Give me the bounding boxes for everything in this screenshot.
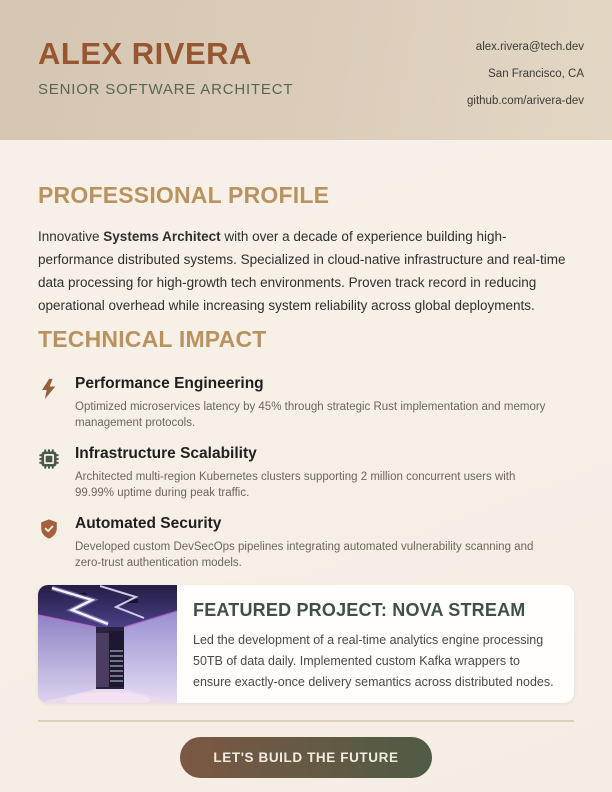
footer-divider — [38, 720, 574, 722]
impact-item-title: Performance Engineering — [75, 375, 264, 392]
impact-text-block — [75, 445, 547, 501]
impact-item-infrastructure — [38, 445, 574, 501]
impact-text-block — [75, 375, 547, 431]
contact-email: alex.rivera@tech.dev — [475, 41, 584, 53]
person-role: SENIOR SOFTWARE ARCHITECT — [38, 80, 294, 98]
impact-item-description: Architected multi-region Kubernetes clusters supporting 2 million concurrent users with 99.99% uptime during peak traffic. — [75, 471, 516, 499]
identity-block — [38, 36, 293, 98]
impact-item-description: Developed custom DevSecOps pipelines integrating automated vulnerability scanning and zero-trust authentication models. — [75, 541, 534, 569]
contact-location: San Francisco, CA — [488, 68, 584, 80]
impact-item-title: Infrastructure Scalability — [75, 445, 257, 462]
project-info — [177, 585, 573, 703]
section-heading-professional-profile: PROFESSIONAL PROFILE — [38, 182, 330, 208]
purple-corridor-image — [38, 585, 177, 703]
person-name: ALEX RIVERA — [38, 36, 252, 71]
shield-check-icon — [38, 518, 60, 540]
profile-paragraph — [38, 225, 574, 317]
project-description: Led the development of a real-time analytics engine processing 50TB of data daily. Implemented custom Kafka wrappers to ensure exactly-once delivery semantics across distributed nodes. — [193, 633, 554, 689]
main-content — [0, 182, 612, 778]
contact-block — [467, 34, 584, 115]
impact-text-block — [75, 515, 547, 571]
impact-item-security — [38, 515, 574, 571]
cpu-chip-icon — [38, 448, 60, 470]
profile-text-prefix: Innovative — [38, 229, 104, 244]
profile-text-suffix: with over a decade of experience building high-performance distributed systems. Specialized in cloud-native infrastructure and real-time data processing for high-growth tech environments. Proven track record in reducing operational overhead while increasing system reliability across global deployments. — [38, 229, 566, 313]
impact-list — [38, 375, 574, 571]
lightning-bolt-icon — [38, 378, 60, 400]
impact-item-description: Optimized microservices latency by 45% through strategic Rust implementation and memory management protocols. — [75, 401, 546, 429]
profile-text-bold: Systems Architect — [103, 229, 221, 244]
project-photo — [38, 585, 177, 703]
project-title: FEATURED PROJECT: NOVA STREAM — [193, 600, 526, 620]
header — [0, 0, 612, 140]
section-heading-technical-impact: TECHNICAL IMPACT — [38, 326, 267, 352]
impact-item-title: Automated Security — [75, 515, 222, 532]
impact-item-performance — [38, 375, 574, 431]
featured-project-card — [38, 585, 574, 703]
cta-button[interactable]: LET'S BUILD THE FUTURE — [180, 737, 432, 778]
contact-github: github.com/arivera-dev — [467, 95, 584, 107]
